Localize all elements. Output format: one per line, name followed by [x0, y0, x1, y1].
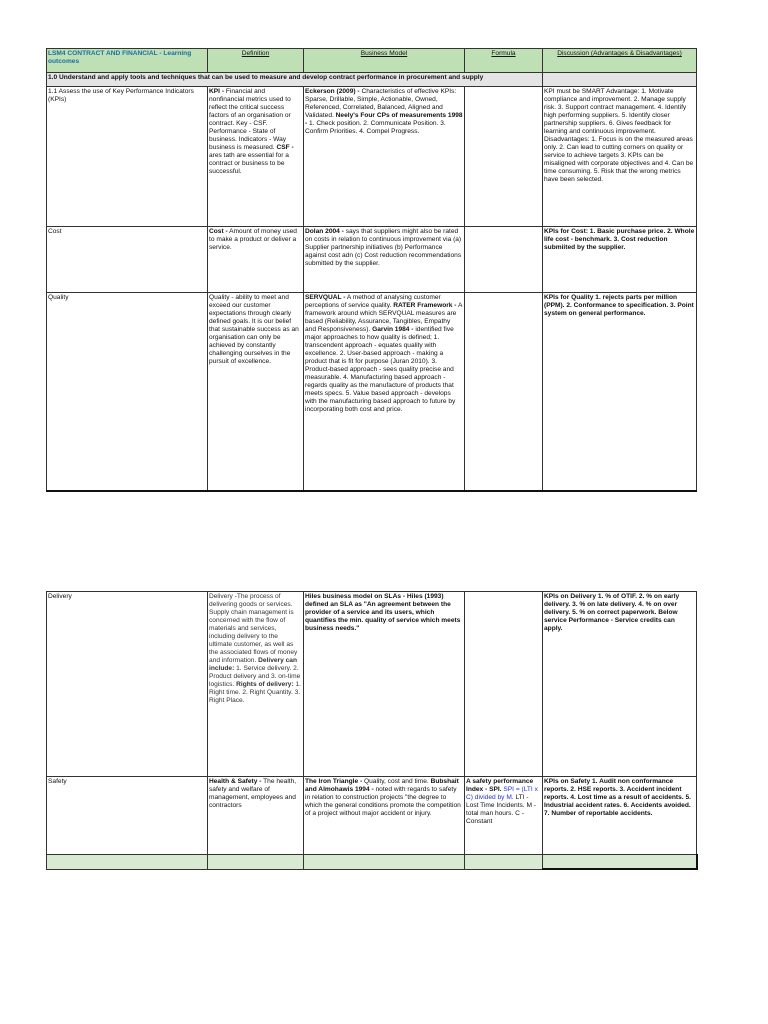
table-row-safety	[47, 777, 697, 855]
table-row-kpi	[47, 87, 697, 227]
footer-cell[interactable]	[47, 855, 208, 870]
header-discussion[interactable]: Discussion (Advantages & Disadvantages)	[543, 49, 697, 73]
cell-topic[interactable]: Quality	[47, 293, 208, 491]
cell-business-model[interactable]: Hiles business model on SLAs - Hiles (1993) defined an SLA as "An agreement between the provider of a service and its users, which quantifies the min. quality of service which meets business needs."	[304, 592, 465, 777]
cell-topic[interactable]: Cost	[47, 227, 208, 293]
kpi-table-bottom	[46, 591, 698, 870]
cell-definition[interactable]: Cost - Amount of money used to make a product or deliver a service.	[208, 227, 304, 293]
section-blank-cell[interactable]	[543, 73, 697, 87]
section-title[interactable]: 1.0 Understand and apply tools and techniques that can be used to measure and develop contract performance in procurement and supply	[47, 73, 543, 87]
cell-business-model[interactable]: Eckerson (2009) - Characteristics of effective KPIs: Sparse, Drillable, Simple, Actionable, Owned, Referenced, Correlated, Balanced, Aligned and Validated. Neely's Four CPs of measurements 1998 - 1. Check position. 2. Communicate Position. 3. Confirm Priorities. 4. Compel Progress.	[304, 87, 465, 227]
table-row-quality	[47, 293, 697, 491]
table-row-cost	[47, 227, 697, 293]
kpi-table-top	[46, 48, 697, 492]
footer-cell[interactable]	[304, 855, 465, 870]
cell-definition[interactable]: Delivery -The process of delivering goods or services. Supply chain management is concerned with the flow of materials and services, including delivery to the ultimate customer, as well as the associated flows of money and information. Delivery can include: 1. Service delivery. 2. Product delivery and 3. on-time logistics. Rights of delivery: 1. Right time. 2. Right Quantity. 3. Right Place.	[208, 592, 304, 777]
cell-discussion[interactable]: KPIs for Quality 1. rejects parts per million (PPM). 2. Conformance to specification. 3. Point system on general performance.	[543, 293, 697, 491]
cell-formula[interactable]	[465, 227, 543, 293]
header-business-model[interactable]: Business Model	[304, 49, 465, 73]
cell-topic[interactable]: Delivery	[47, 592, 208, 777]
cell-discussion[interactable]: KPIs for Cost: 1. Basic purchase price. 2. Whole life cost - benchmark. 3. Cost reduction submiited by the supplier.	[543, 227, 697, 293]
cell-discussion[interactable]: KPI must be SMART Advantage: 1. Motivate compliance and improvement. 2. Manage supply risk. 3. Support contract management. 4. Identify high performing suppliers. 5. Identify closer partnership suppliers. 6. Gives feedback for learning and continuous improvement. Disadvantages: 1. Focus is on the measured areas only. 2. Can lead to cutting corners on quality or service to achieve targets 3. KPIs can be misaligned with corporate objectives and 4. Can be time consuming. 5. Risk that the wrong metrics have been selected.	[543, 87, 697, 227]
header-row	[47, 49, 697, 73]
header-definition[interactable]: Definition	[208, 49, 304, 73]
footer-cell[interactable]	[465, 855, 543, 870]
cell-business-model[interactable]: Dolan 2004 - says that suppliers might also be rated on costs in relation to continuous improvement via (a) Supplier partnership initiatives (b) Performance against cost adn (c) Cost reduction recommendations submitted by the supplier.	[304, 227, 465, 293]
cell-topic[interactable]: 1.1 Assess the use of Key Performance Indicators (KPIs)	[47, 87, 208, 227]
cell-topic[interactable]: Safety	[47, 777, 208, 855]
cell-definition[interactable]: Health & Safety - The health, safety and welfare of management, employees and contractors	[208, 777, 304, 855]
cell-formula[interactable]	[465, 87, 543, 227]
cell-formula[interactable]	[465, 293, 543, 491]
cell-discussion[interactable]: KPIs on Safety 1. Audit non conformance reports. 2. HSE reports. 3. Accident incident reports. 4. Lost time as a result of accidents. 5. Industrial accident rates. 6. Accidents avoided. 7. Number of reportable accidents.	[543, 777, 697, 855]
header-formula[interactable]: Formula	[465, 49, 543, 73]
cell-business-model[interactable]: The Iron Triangle - Quality, cost and time. Bubshait and Almohawis 1994 - noted with regards to safety in relation to construction projects "the degree to which the general conditions promote the competition of a project without major accident or injury.	[304, 777, 465, 855]
cell-definition[interactable]: KPI - Financial and nonfinancial metrics used to reflect the critical success factors of an organisation or contract. Key - CSF. Performance - State of business. Indicators - Way business is measured. CSF - ares tath are essential for a contract or business to be successful.	[208, 87, 304, 227]
cell-formula[interactable]	[465, 592, 543, 777]
footer-row	[47, 855, 697, 870]
table-row-delivery	[47, 592, 697, 777]
footer-cell[interactable]	[208, 855, 304, 870]
cell-definition[interactable]: Quality - ability to meet and exceed our customer expectations through clearly defined goals. It is our belief that sustainable success as an organisation can only be achieved by constantly challenging ourselves in the pursuit of excellence.	[208, 293, 304, 491]
cell-formula[interactable]: A safety performance Index - SPI. SPI = (LTI x C) divided by M. LTI - Lost Time Incidents. M - total man hours. C - Constant	[465, 777, 543, 855]
cell-business-model[interactable]: SERVQUAL - A method of analysing customer perceptions of service quality. RATER Framework - A framework around which SERVQUAL measures are based (Reliability, Assurance, Tangibles, Empathy and Responsiveness). Garvin 1984 - identified five major approaches to how quality is defined; 1. transcendent approach - equates quality with excellence. 2. User-based approach - making a product that is fit for purpose (Juran 2010). 3. Product-based approach - sees quality precise and measurable. 4. Manufacturing based approach - regards quality as the manufacture of products that meets specs. 5. Value based approach - develops with the manufacturing based approach to future by incorporating both cost and price.	[304, 293, 465, 491]
header-learning-outcomes[interactable]: LSM4 CONTRACT AND FINANCIAL - Learning outcomes	[47, 49, 208, 73]
cell-discussion[interactable]: KPIs on Delivery 1. % of OTIF. 2. % on early delivery. 3. % on late delivery. 4. % on over delivery. 5. % on correct paperwork. Below service Performance - Service credits can apply.	[543, 592, 697, 777]
footer-cell[interactable]	[543, 855, 697, 870]
section-row	[47, 73, 697, 87]
